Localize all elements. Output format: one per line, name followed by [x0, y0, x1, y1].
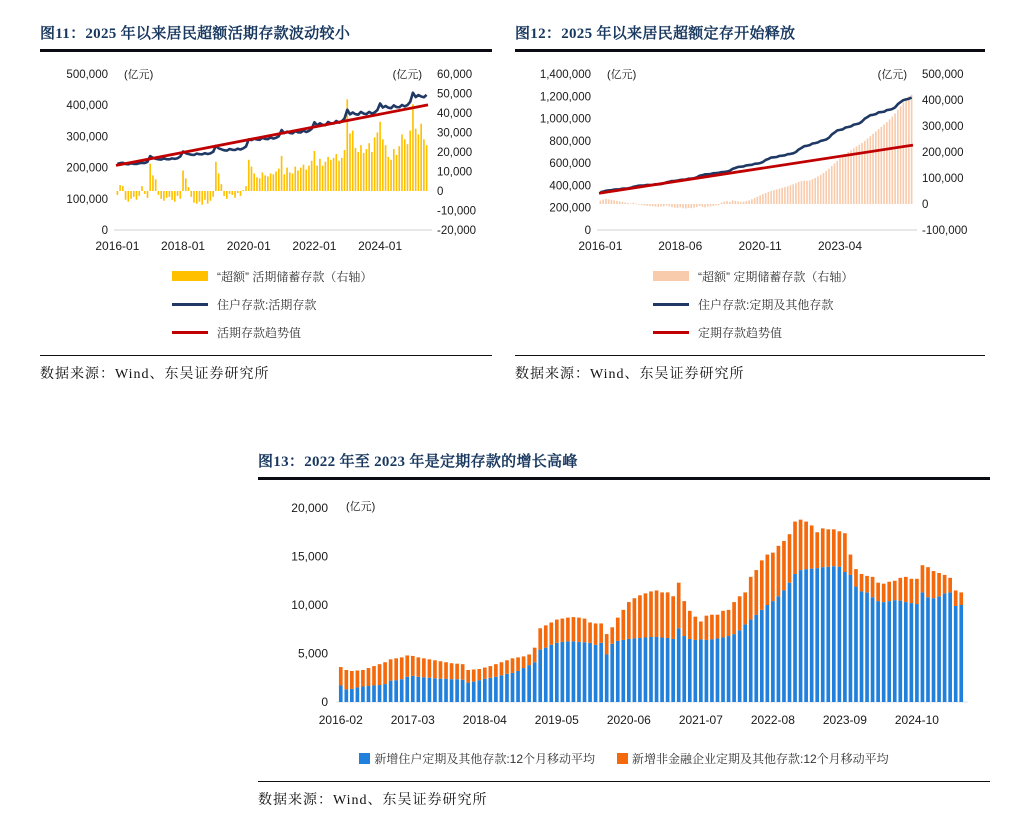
figure-13-chart	[258, 488, 990, 736]
svg-text:400,000: 400,000	[549, 179, 591, 192]
svg-text:2020-06: 2020-06	[606, 712, 651, 727]
svg-text:(亿元): (亿元)	[392, 68, 422, 81]
legend-item	[653, 324, 985, 341]
svg-text:0: 0	[584, 224, 591, 237]
legend-label: “超额” 定期储蓄存款（右轴）	[698, 269, 854, 284]
svg-text:2016-02: 2016-02	[318, 712, 363, 727]
svg-text:200,000: 200,000	[922, 146, 964, 159]
svg-text:15,000: 15,000	[291, 549, 328, 563]
svg-text:2023-09: 2023-09	[822, 712, 867, 727]
figure-11	[40, 20, 492, 383]
figure-13-title: 图13：2022 年至 2023 年是定期存款的增长高峰	[258, 454, 578, 470]
svg-text:2017-03: 2017-03	[390, 712, 435, 727]
svg-text:2020-11: 2020-11	[738, 238, 782, 253]
svg-text:10,000: 10,000	[291, 597, 328, 612]
svg-text:500,000: 500,000	[922, 68, 964, 81]
svg-text:300,000: 300,000	[66, 130, 108, 143]
svg-text:2019-05: 2019-05	[534, 712, 579, 727]
svg-text:1,400,000: 1,400,000	[539, 68, 591, 81]
svg-text:20,000: 20,000	[291, 500, 328, 515]
figure-12-title-rule	[515, 49, 985, 52]
svg-text:1,200,000: 1,200,000	[539, 90, 591, 103]
legend-item	[653, 268, 985, 285]
svg-text:2018-06: 2018-06	[658, 238, 703, 253]
svg-text:400,000: 400,000	[66, 99, 108, 112]
figure-11-bottom-rule	[40, 355, 492, 357]
svg-text:800,000: 800,000	[549, 135, 591, 148]
svg-text:2016-01: 2016-01	[578, 238, 623, 253]
svg-text:(亿元): (亿元)	[124, 68, 154, 81]
svg-text:20,000: 20,000	[437, 146, 473, 159]
svg-text:10,000: 10,000	[437, 166, 473, 178]
svg-text:60,000: 60,000	[437, 68, 473, 81]
figure-11-title-rule	[40, 49, 492, 52]
figure-11-legend	[40, 268, 492, 341]
legend-label: 新增非金融企业定期及其他存款:12个月移动平均	[632, 751, 889, 766]
svg-text:0: 0	[437, 185, 444, 198]
time-deposit-trend-swatch	[653, 331, 689, 334]
household-time-deposit-swatch	[359, 753, 370, 764]
legend-label: 新增住户定期及其他存款:12个月移动平均	[374, 751, 595, 766]
svg-text:100,000: 100,000	[922, 172, 964, 185]
svg-text:200,000: 200,000	[549, 202, 591, 215]
excess-demand-deposit-bar-swatch	[172, 271, 208, 281]
figure-12-bottom-rule	[515, 355, 985, 357]
svg-text:2016-01: 2016-01	[95, 238, 140, 253]
svg-text:100,000: 100,000	[66, 193, 108, 206]
svg-text:2018-04: 2018-04	[462, 712, 507, 727]
figure-13-legend	[258, 750, 990, 767]
svg-text:40,000: 40,000	[437, 107, 473, 120]
svg-text:300,000: 300,000	[922, 120, 964, 133]
svg-text:-10,000: -10,000	[437, 205, 477, 217]
legend-label: 住户存款:活期存款	[217, 297, 317, 312]
legend-item	[653, 296, 985, 313]
svg-text:2022-08: 2022-08	[750, 712, 795, 727]
figure-12	[515, 20, 985, 383]
trend-line-定期存款趋势值	[599, 145, 913, 193]
svg-text:500,000: 500,000	[66, 68, 108, 81]
svg-text:2020-01: 2020-01	[226, 238, 271, 253]
figure-13-bottom-rule	[258, 781, 990, 783]
legend-item	[172, 268, 492, 285]
figure-13-title-rule	[258, 477, 990, 480]
svg-text:-20,000: -20,000	[437, 224, 477, 237]
svg-text:(亿元): (亿元)	[346, 500, 376, 513]
figure-12-source: 数据来源：Wind、东吴证券研究所	[515, 367, 745, 383]
svg-text:0: 0	[101, 224, 108, 237]
demand-deposit-trend-swatch	[172, 331, 208, 334]
time-deposit-line-swatch	[653, 303, 689, 306]
svg-text:5,000: 5,000	[297, 646, 328, 660]
figure-11-chart	[40, 60, 492, 262]
svg-text:2022-01: 2022-01	[292, 238, 337, 253]
demand-deposit-line-swatch	[172, 303, 208, 306]
svg-text:(亿元): (亿元)	[607, 68, 637, 81]
figure-13	[258, 448, 990, 809]
legend-label: “超额” 活期储蓄存款（右轴）	[217, 269, 373, 284]
svg-text:2024-01: 2024-01	[358, 238, 403, 253]
svg-text:400,000: 400,000	[922, 94, 964, 107]
trend-line-活期存款趋势值	[116, 104, 428, 165]
svg-text:2021-07: 2021-07	[678, 712, 723, 727]
figure-12-chart	[515, 60, 985, 262]
svg-text:1,000,000: 1,000,000	[539, 113, 591, 126]
svg-text:(亿元): (亿元)	[877, 68, 907, 81]
legend-label: 活期存款趋势值	[217, 325, 302, 340]
svg-text:2018-01: 2018-01	[161, 238, 206, 253]
figure-11-source: 数据来源：Wind、东吴证券研究所	[40, 367, 270, 383]
svg-text:200,000: 200,000	[66, 162, 108, 175]
svg-text:-100,000: -100,000	[922, 224, 968, 237]
svg-text:30,000: 30,000	[437, 127, 473, 139]
legend-item	[172, 296, 492, 313]
corporate-time-deposit-swatch	[617, 753, 628, 764]
excess-time-deposit-bar-swatch	[653, 271, 689, 281]
figure-12-title: 图12：2025 年以来居民超额定存开始释放	[515, 26, 796, 42]
legend-item	[359, 750, 595, 767]
legend-label: 定期存款趋势值	[698, 325, 783, 340]
svg-text:600,000: 600,000	[549, 157, 591, 170]
legend-item	[617, 750, 889, 767]
svg-text:0: 0	[922, 198, 929, 211]
figure-12-legend	[515, 268, 985, 341]
svg-text:50,000: 50,000	[437, 88, 473, 100]
figure-13-source: 数据来源：Wind、东吴证券研究所	[258, 793, 488, 809]
legend-item	[172, 324, 492, 341]
svg-text:2023-04: 2023-04	[817, 238, 863, 253]
svg-text:2024-10: 2024-10	[894, 712, 939, 727]
svg-text:0: 0	[321, 694, 328, 709]
legend-label: 住户存款:定期及其他存款	[698, 297, 834, 312]
figure-11-title: 图11：2025 年以来居民超额活期存款波动较小	[40, 26, 351, 42]
